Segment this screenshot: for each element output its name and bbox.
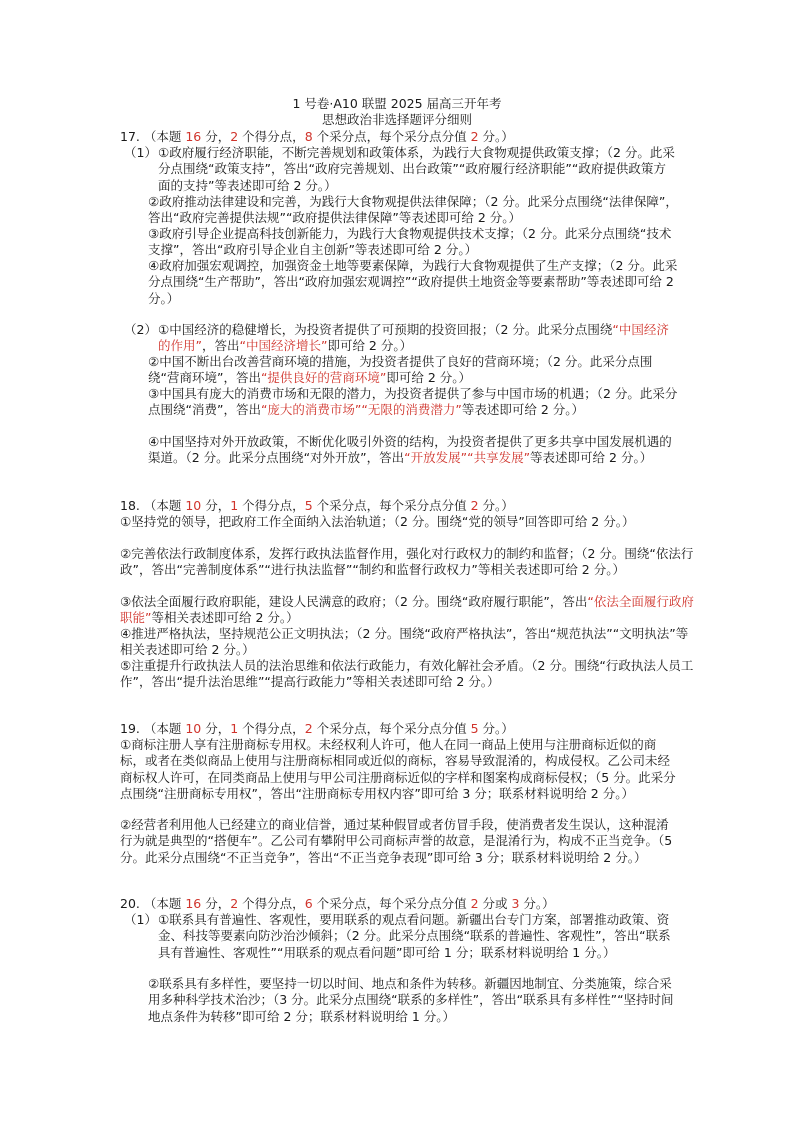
q17-number: 17. — [120, 129, 140, 144]
q20-number: 20. — [120, 896, 140, 911]
q19-number: 19. — [120, 721, 140, 736]
document-title: 1 号卷·A10 联盟 2025 届高三开年考 — [292, 96, 502, 111]
q17-heading: 17. （本题 16 分，2 个得分点，8 个采分点，每个采分点分值 2 分。） — [120, 129, 514, 144]
q17-1-item-1: ①政府履行经济职能，不断完善规划和政策体系，为践行大食物观提供政策支撑；（2 分。此采分点围绕“政策支持”，答出“政府完善规划、出台政策”“政府履行经济职能”“政府提供政策方面的支持”等表述即可给 2 分。） — [158, 145, 675, 193]
q20-1-item-2: ②联系具有多样性，要坚持一切以时间、地点和条件为转移。新疆因地制宜、分类施策，综合采用多种科学技术治沙；（3 分。此采分点围绕“联系的多样性”，答出“联系具有多样性”“坚持时间地点条件为转移”即可给 2 分；联系材料说明给 1 分。） — [148, 976, 674, 1024]
q17-2-item-3: ③中国具有庞大的消费市场和无限的潜力，为投资者提供了参与中国市场的机遇；（2 分。此采分点围绕“消费”，答出“庞大的消费市场”“无限的消费潜力”等表述即可给 2 分。） — [148, 386, 678, 418]
q20-total-score: 16 — [185, 896, 202, 911]
q19-item-1: ①商标注册人享有注册商标专用权。未经权利人许可，他人在同一商品上使用与注册商标近似的商标，或者在类似商品上使用与注册商标相同或近似的商标，容易导致混淆的，构成侵权。乙公司未经商标权人许可，在同类商品上使用与甲公司注册商标近似的字样和图案构成商标侵权；（5 分。此采分点围绕“注册商标专用权”，答出“注册商标专用权内容”即可给 3 分；联系材料说明给 2 分。） — [120, 737, 676, 802]
q18-item-1: ①坚持党的领导，把政府工作全面纳入法治轨道；（2 分。围绕“党的领导”回答即可给 2 分。） — [120, 514, 635, 529]
q19-item-2: ②经营者利用他人已经建立的商业信誉，通过某种假冒或者仿冒手段，使消费者发生误认，这种混淆行为就是典型的“搭便车”。乙公司有攀附甲公司商标声誉的故意，是混淆行为，构成不正当竞争。（5 分。此采分点围绕“不正当竞争”，答出“不正当竞争表现”即可给 3 分；联系材料说明给 2 分。） — [120, 817, 673, 865]
q17-2-item-4: ④中国坚持对外开放政策，不断优化吸引外资的结构，为投资者提供了更多共享中国发展机遇的渠道。（2 分。此采分点围绕“对外开放”，答出“开放发展”“共享发展”等表述即可给 2 分。） — [148, 434, 672, 466]
q19-total-score: 10 — [185, 721, 202, 736]
q18-item-5: ⑤注重提升行政执法人员的法治思维和依法行政能力，有效化解社会矛盾。（2 分。围绕“行政执法人员工作”，答出“提升法治思维”“提高行政能力”等相关表述即可给 2 分。） — [120, 658, 694, 690]
q18-item-4: ④推进严格执法，坚持规范公正文明执法；（2 分。围绕“政府严格执法”，答出“规范执法”“文明执法”等相关表述即可给 2 分。） — [120, 626, 689, 658]
q18-heading: 18. （本题 10 分，1 个得分点，5 个采分点，每个采分点分值 2 分。） — [120, 498, 514, 513]
q17-2-item-1: ①中国经济的稳健增长，为投资者提供了可预期的投资回报；（2 分。此采分点围绕“中国经济的作用”，答出“中国经济增长”即可给 2 分。） — [158, 322, 669, 354]
q17-2-item-2: ②中国不断出台改善营商环境的措施，为投资者提供了良好的营商环境；（2 分。此采分点围绕“营商环境”，答出“提供良好的营商环境”即可给 2 分。） — [148, 354, 653, 386]
q18-item-3: ③依法全面履行政府职能，建设人民满意的政府；（2 分。围绕“政府履行职能”，答出“依法全面履行政府职能”等相关表述即可给 2 分。） — [120, 594, 694, 626]
q18-number: 18. — [120, 498, 140, 513]
q17-total-score: 16 — [185, 129, 202, 144]
q17-1-item-2: ②政府推动法律建设和完善，为践行大食物观提供法律保障；（2 分。此采分点围绕“法律保障”，答出“政府完善提供法规”“政府提供法律保障”等表述即可给 2 分。） — [148, 194, 678, 226]
q17-part1-label: （1） — [124, 145, 157, 160]
q18-total-score: 10 — [185, 498, 202, 513]
q17-1-item-4: ④政府加强宏观调控，加强资金土地等要素保障，为践行大食物观提供了生产支撑；（2 分。此采分点围绕“生产帮助”，答出“政府加强宏观调控”“政府提供土地资金等要素帮助”等表述即可给 2 分。） — [148, 258, 678, 306]
document-subtitle: 思想政治非选择题评分细则 — [321, 112, 472, 127]
q17-1-item-3: ③政府引导企业提高科技创新能力，为践行大食物观提供技术支撑；（2 分。此采分点围绕“技术支撑”，答出“政府引导企业自主创新”等表述即可给 2 分。） — [148, 226, 672, 258]
q20-1-item-1: ①联系具有普遍性、客观性，要用联系的观点看问题。新疆出台专门方案，部署推动政策、资金、科技等要素向防沙治沙倾斜；（2 分。此采分点围绕“联系的普遍性、客观性”，答出“联系具有普遍性、客观性”“用联系的观点看问题”即可给 1 分；联系材料说明给 1 分。） — [158, 912, 671, 960]
q18-item-2: ②完善依法行政制度体系，发挥行政执法监督作用，强化对行政权力的制约和监督；（2 分。围绕“依法行政”，答出“完善制度体系”“进行执法监督”“制约和监督行政权力”等相关表述即可给 2 分。） — [120, 546, 694, 578]
q20-heading: 20. （本题 16 分，2 个得分点，6 个采分点，每个采分点分值 2 分或 3 分。） — [120, 896, 555, 911]
q19-heading: 19. （本题 10 分，1 个得分点，2 个采分点，每个采分点分值 5 分。） — [120, 721, 514, 736]
q17-part2-label: （2） — [124, 322, 157, 337]
q20-part1-label: （1） — [124, 912, 157, 927]
